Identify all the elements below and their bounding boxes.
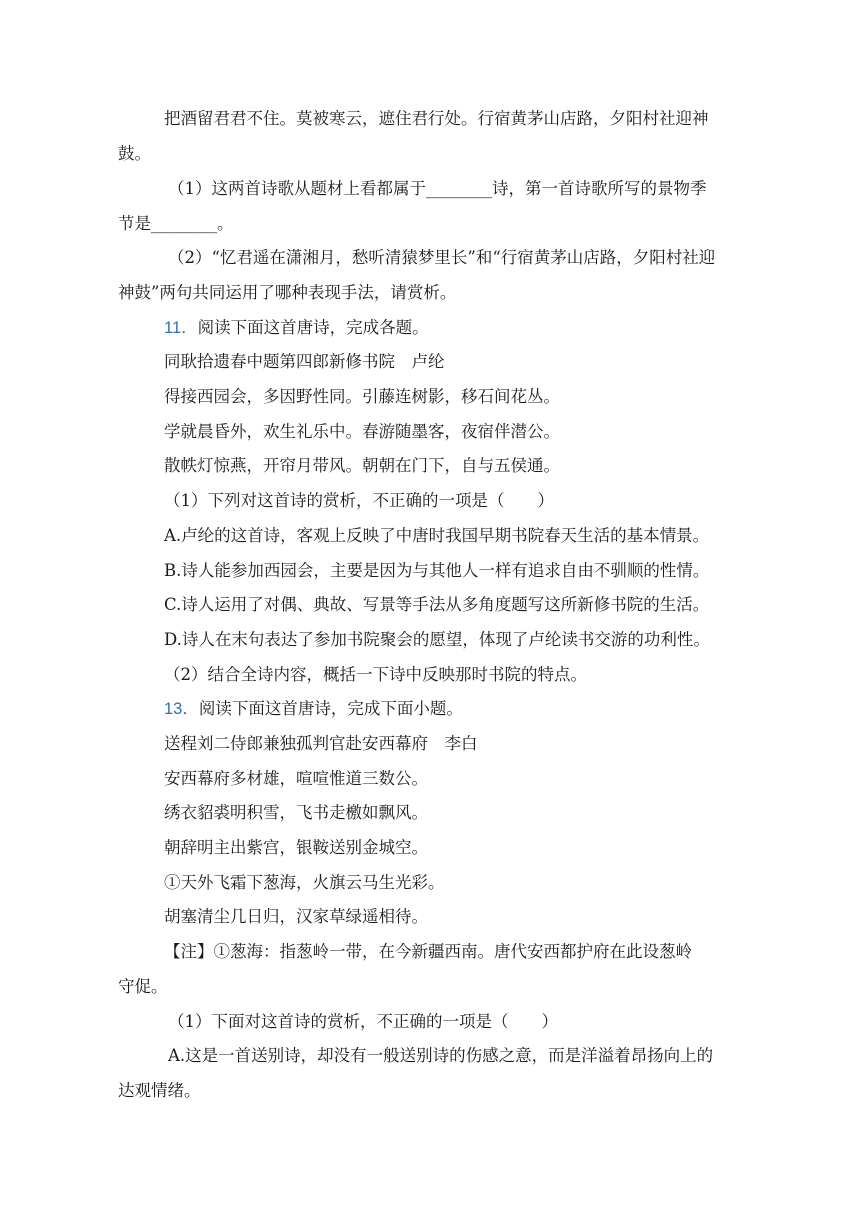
question-text: 节是________。 (118, 214, 234, 233)
question-text: （1）下列对这首诗的赏析，不正确的一项是（ ） (164, 491, 554, 510)
choice-a: 达观情绪。 (118, 1081, 201, 1100)
annotation-note: 守促。 (118, 977, 168, 996)
choice-c: C.诗人运用了对偶、典故、写景等手法从多角度题写这所新修书院的生活。 (164, 595, 710, 614)
question-number: 11． (164, 319, 198, 337)
question-heading (164, 320, 784, 337)
poem-title: 送程刘二侍郎兼独孤判官赴安西幕府 李白 (164, 734, 478, 753)
poem-line: 把酒留君君不住。莫被寒云，遮住君行处。行宿黄茅山店路，夕阳村社迎神 (164, 109, 709, 128)
choice-a: A.卢纶的这首诗，客观上反映了中唐时我国早期书院春天生活的基本情景。 (164, 526, 710, 545)
question-text: （2）结合全诗内容，概括一下诗中反映那时书院的特点。 (164, 665, 587, 684)
poem-line: 学就晨昏外，欢生礼乐中。春游随墨客，夜宿伴潜公。 (164, 422, 560, 441)
question-text: （2）“忆君遥在潇湘月，愁听清猿梦里长”和“行宿黄茅山店路，夕阳村社迎 (168, 248, 716, 267)
choice-b: B.诗人能参加西园会，主要是因为与其他人一样有追求自由不驯顺的性情。 (164, 561, 710, 580)
poem-line: 安西幕府多材雄，喧喧惟道三数公。 (164, 769, 428, 788)
question-text: （1）下面对这首诗的赏析，不正确的一项是（ ） (168, 1012, 558, 1031)
poem-title: 同耿拾遗春中题第四郎新修书院 卢纶 (164, 352, 445, 371)
annotation-note: 【注】①葱海：指葱岭一带，在今新疆西南。唐代安西都护府在此设葱岭 (164, 942, 692, 961)
poem-line: ①天外飞霜下葱海，火旗云马生光彩。 (164, 873, 445, 892)
poem-line: 得接西园会，多因野性同。引藤连树影，移石间花丛。 (164, 387, 560, 406)
choice-a: A.这是一首送别诗，却没有一般送别诗的伤感之意，而是洋溢着昂扬向上的 (168, 1046, 714, 1065)
question-text: 神鼓”两句共同运用了哪种表现手法，请赏析。 (118, 283, 457, 302)
poem-line: 鼓。 (118, 144, 151, 163)
choice-d: D.诗人在末句表达了参加书院聚会的愿望，体现了卢纶读书交游的功利性。 (164, 630, 710, 649)
question-instruction: 阅读下面这首唐诗，完成下面小题。 (198, 699, 463, 718)
poem-line: 绣衣貂裘明积雪，飞书走檄如飘风。 (164, 803, 428, 822)
question-heading (164, 701, 784, 718)
question-text: （1）这两首诗歌从题材上看都属于________诗，第一首诗歌所写的景物季 (168, 179, 707, 198)
question-number: 13． (164, 700, 199, 718)
poem-line: 散帙灯惊燕，开帘月带风。朝朝在门下，自与五侯通。 (164, 456, 560, 475)
question-instruction: 阅读下面这首唐诗，完成各题。 (197, 318, 429, 337)
poem-line: 胡塞清尘几日归，汉家草绿遥相待。 (164, 907, 428, 926)
poem-line: 朝辞明主出紫宫，银鞍送别金城空。 (164, 838, 428, 857)
